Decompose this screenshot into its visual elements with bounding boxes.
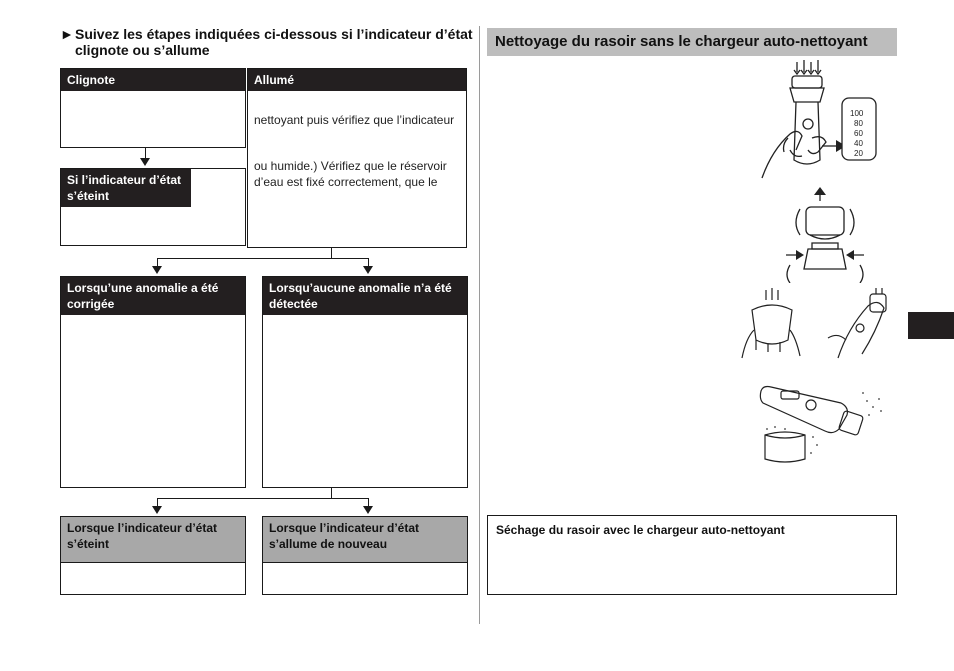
gauge-level-label: 80 bbox=[854, 119, 863, 128]
connector-line bbox=[331, 248, 332, 258]
turns-off-box bbox=[60, 516, 246, 595]
intro-heading bbox=[60, 26, 480, 58]
arrow-down-icon bbox=[152, 506, 162, 514]
shaver-water-fill-illustration bbox=[752, 60, 882, 180]
gauge-level-label: 100 bbox=[850, 109, 864, 118]
lit-header: Allumé bbox=[248, 69, 466, 91]
anomaly-fixed-header: Lorsqu’une anomalie a été corrigée bbox=[61, 277, 245, 315]
lights-again-box bbox=[262, 516, 468, 595]
connector-line bbox=[157, 498, 369, 499]
off-indicator-header: Si l’indicateur d’état s’éteint bbox=[61, 169, 191, 207]
connector-line bbox=[368, 258, 369, 266]
drying-parts-illustration bbox=[755, 385, 890, 471]
drying-box bbox=[487, 515, 897, 595]
rinsing-parts-illustration bbox=[738, 288, 898, 360]
blink-box bbox=[60, 68, 246, 148]
arrow-down-icon bbox=[152, 266, 162, 274]
section-title: Nettoyage du rasoir sans le chargeur auto-nettoyant bbox=[487, 28, 897, 56]
connector-line bbox=[331, 488, 332, 498]
connector-line bbox=[157, 258, 158, 266]
gauge-level-label: 60 bbox=[854, 129, 863, 138]
blink-header: Clignote bbox=[61, 69, 245, 91]
connector-line bbox=[157, 498, 158, 506]
lit-text-2: ou humide.) Vérifiez que le réservoir d’eau est fixé correctement, que le bbox=[254, 159, 447, 189]
lights-again-header: Lorsque l’indicateur d’état s’allume de nouveau bbox=[263, 517, 467, 563]
chapter-tab bbox=[908, 312, 954, 339]
off-indicator-box bbox=[60, 168, 246, 246]
lit-text-1: nettoyant puis vérifiez que l’indicateur bbox=[254, 113, 455, 127]
triangle-marker-icon: ► bbox=[60, 26, 74, 42]
intro-text: Suivez les étapes indiquées ci-dessous si l’indicateur d’état clignote ou s’allume bbox=[75, 26, 473, 58]
gauge-level-label: 20 bbox=[854, 149, 863, 158]
lit-box bbox=[247, 68, 467, 248]
arrow-down-icon bbox=[140, 158, 150, 166]
frame-removal-illustration bbox=[780, 185, 870, 283]
drying-title: Séchage du rasoir avec le chargeur auto-nettoyant bbox=[496, 523, 785, 537]
gauge-level-label: 40 bbox=[854, 139, 863, 148]
connector-line bbox=[157, 258, 369, 259]
column-divider bbox=[479, 26, 480, 624]
arrow-down-icon bbox=[363, 266, 373, 274]
no-anomaly-box bbox=[262, 276, 468, 488]
no-anomaly-header: Lorsqu’aucune anomalie n’a été détectée bbox=[263, 277, 467, 315]
turns-off-header: Lorsque l’indicateur d’état s’éteint bbox=[61, 517, 245, 563]
arrow-down-icon bbox=[363, 506, 373, 514]
connector-line bbox=[368, 498, 369, 506]
anomaly-fixed-box bbox=[60, 276, 246, 488]
